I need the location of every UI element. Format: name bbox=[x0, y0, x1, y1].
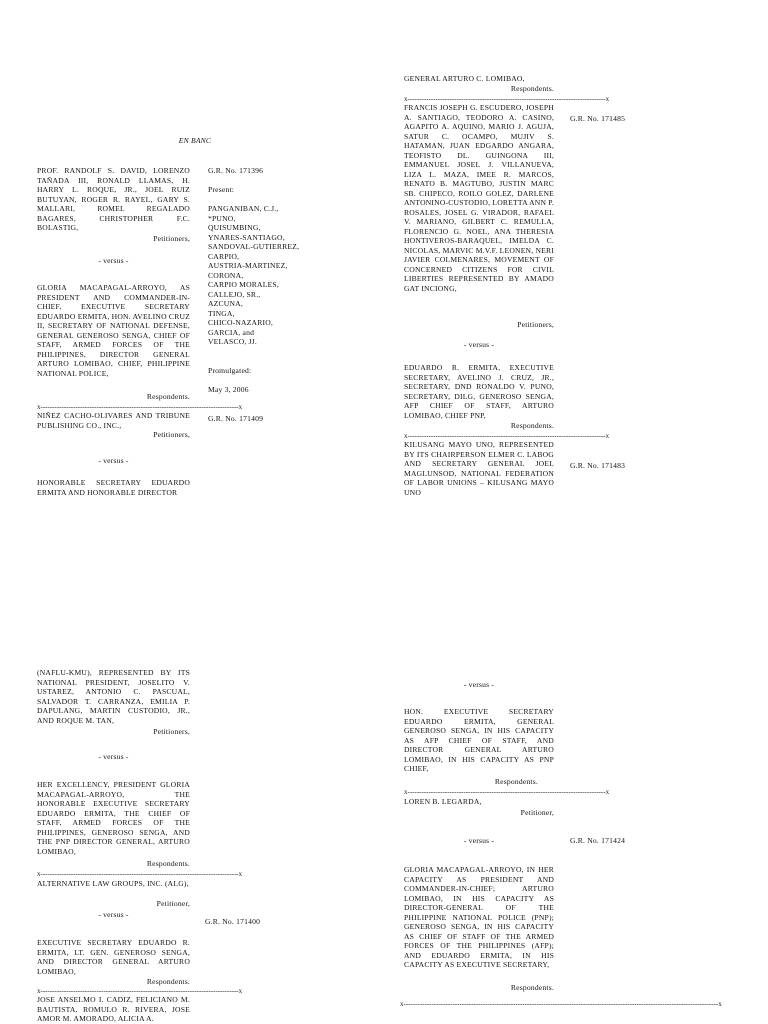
petitioners-label: Petitioner, bbox=[156, 899, 190, 908]
versus-label: - versus - bbox=[98, 752, 129, 761]
justice-name: CORONA, bbox=[208, 270, 244, 280]
petitioners-text-171489: JOSE ANSELMO I. CADIZ, FELICIANO M. BAUTISTA, ROMULO R. RIVERA, JOSE AMOR M. AMORADO, ALICIA A. bbox=[37, 995, 190, 1023]
justice-name: VELASCO, JJ. bbox=[208, 337, 258, 346]
respondents-label: Respondents. bbox=[494, 777, 538, 786]
justice-name: *PUNO, bbox=[208, 213, 236, 223]
caption-separator: x---------------------------------------------------------------------------------------------------------------------------------------x bbox=[400, 1000, 722, 1008]
present-label: Present: bbox=[208, 185, 235, 194]
respondents-text-171400: EXECUTIVE SECRETARY EDUARDO R. ERMITA, LT. GEN. GENEROSO SENGA, AND DIRECTOR GENERAL ARTURO LOMIBAO, bbox=[37, 938, 190, 976]
gr-number-171424: G.R. No. 171424 bbox=[570, 836, 626, 845]
respondent-name: GENERAL ARTURO C. LOMIBAO, bbox=[404, 74, 525, 83]
promulgated-label: Promulgated: bbox=[208, 366, 252, 375]
respondents-label: Respondents. bbox=[146, 859, 190, 868]
petitioners-text-171424: LOREN B. LEGARDA, bbox=[404, 797, 482, 806]
versus-label: - versus - bbox=[463, 680, 495, 689]
petitioners-label: Petitioner, bbox=[520, 808, 554, 817]
justice-name: PANGANIBAN, C.J., bbox=[208, 204, 279, 213]
justice-name: CALLEJO, SR., bbox=[208, 289, 261, 299]
versus-label: - versus - bbox=[463, 836, 495, 845]
petitioners-text-171483: KILUSANG MAYO UNO, REPRESENTED BY ITS CHAIRPERSON ELMER C. LABOG AND SECRETARY GENERAL JOEL MAGLUNSOD, NATIONAL FEDERATION OF LABOR UNIONS – KILUSANG MAYO UNO bbox=[404, 440, 554, 497]
respondents-label: Respondents. bbox=[510, 84, 554, 93]
versus-label: - versus - bbox=[98, 256, 129, 265]
justice-name: GARCIA, and bbox=[208, 327, 255, 337]
justice-name: AZCUNA, bbox=[208, 299, 243, 308]
justice-name: SANDOVAL-GUTIERREZ, bbox=[208, 242, 300, 251]
respondents-text-171485: EDUARDO R. ERMITA, EXECUTIVE SECRETARY, AVELINO J. CRUZ, JR., SECRETARY, DND RONALDO V. PUNO, SECRETARY, DILG, GENEROSO SENGA, AFP CHIEF OF STAFF, ARTURO LOMIBAO, CHIEF PNP, bbox=[404, 363, 554, 420]
petitioners-label: Petitioners, bbox=[153, 430, 190, 439]
gr-number-171483: G.R. No. 171483 bbox=[570, 461, 626, 470]
respondents-text-171396: GLORIA MACAPAGAL-ARROYO, AS PRESIDENT AND COMMANDER-IN-CHIEF, EXECUTIVE SECRETARY EDUARDO ERMITA, HON. AVELINO CRUZ II, SECRETARY OF NATIONAL DEFENSE, GENERAL GENEROSO SENGA, CHIEF OF STAFF, ARMED FORCES OF THE PHILIPPINES, DIRECTOR GENERAL ARTURO LOMIBAO, CHIEF, PHILIPPINE NATIONAL POLICE, bbox=[37, 283, 190, 378]
respondents-text-171483-cont: HON. EXECUTIVE SECRETARY EDUARDO ERMITA, GENERAL GENEROSO SENGA, IN HIS CAPACITY AS AFP CHIEF OF STAFF, AND DIRECTOR GENERAL ARTURO LOMIBAO, IN HIS CAPACITY AS PNP CHIEF, bbox=[404, 707, 554, 773]
versus-label: - versus - bbox=[98, 456, 129, 465]
respondents-text-171483: HER EXCELLENCY, PRESIDENT GLORIA MACAPAGAL-ARROYO, THE HONORABLE EXECUTIVE SECRETARY EDUARDO ERMITA, THE CHIEF OF STAFF, ARMED FORCES OF THE PHILIPPINES, GENEROSO SENGA, AND THE PNP DIRECTOR GENERAL, ARTURO LOMIBAO, bbox=[37, 780, 190, 856]
gr-number-171409: G.R. No. 171409 bbox=[208, 414, 264, 423]
gr-number-171485: G.R. No. 171485 bbox=[570, 114, 626, 123]
justices-list bbox=[208, 204, 318, 347]
justice-name: QUISUMBING, bbox=[208, 223, 261, 232]
justice-name: CHICO-NAZARIO, bbox=[208, 318, 274, 327]
petitioners-text-171396: PROF. RANDOLF S. DAVID, LORENZO TAÑADA III, RONALD LLAMAS, H. HARRY L. ROQUE, JR., JOEL RUIZ BUTUYAN, ROGER R. RAYEL, GARY S. MALLARI, ROMEL REGALADO BAGARES, CHRISTOPHER F.C. BOLASTIG, bbox=[37, 166, 190, 232]
petitioners-text-171400: ALTERNATIVE LAW GROUPS, INC. (ALG), bbox=[37, 879, 189, 888]
respondents-text-171409: HONORABLE SECRETARY EDUARDO ERMITA AND HONORABLE DIRECTOR bbox=[37, 478, 190, 497]
petitioners-text-171409: NIÑEZ CACHO-OLIVARES AND TRIBUNE PUBLISHING CO., INC., bbox=[37, 411, 190, 430]
justice-name: AUSTRIA-MARTINEZ, bbox=[208, 261, 288, 270]
respondents-label: Respondents. bbox=[146, 392, 190, 401]
caption-separator: x-------------------------------------------------------------------------------------x bbox=[37, 403, 243, 411]
caption-separator: x-------------------------------------------------------------------------------------x bbox=[404, 788, 610, 796]
versus-label: - versus - bbox=[98, 910, 129, 919]
justice-name: CARPIO, bbox=[208, 251, 240, 261]
petitioners-label: Petitioners, bbox=[153, 234, 190, 243]
justice-name: YNARES-SANTIAGO, bbox=[208, 232, 285, 242]
caption-separator: x-------------------------------------------------------------------------------------x bbox=[404, 95, 610, 103]
petitioners-label: Petitioners, bbox=[153, 727, 190, 736]
gr-number-171400: G.R. No. 171400 bbox=[205, 917, 261, 926]
en-banc-heading: EN BANC bbox=[178, 136, 212, 145]
respondents-label: Respondents. bbox=[146, 977, 190, 986]
petitioners-text-171483-cont: (NAFLU-KMU), REPRESENTED BY ITS NATIONAL PRESIDENT, JOSELITO V. USTAREZ, ANTONIO C. PASCUAL, SALVADOR T. CARRANZA, EMILIA P. DAPULANG, MARTIN CUSTODIO, JR., AND ROQUE M. TAN, bbox=[37, 668, 190, 725]
justice-name: CARPIO MORALES, bbox=[208, 280, 279, 289]
gr-number-171396: G.R. No. 171396 bbox=[208, 166, 264, 175]
justice-name: TINGA, bbox=[208, 308, 235, 318]
promulgation-date: May 3, 2006 bbox=[208, 385, 249, 394]
caption-separator: x-------------------------------------------------------------------------------------x bbox=[37, 987, 243, 995]
caption-separator: x-------------------------------------------------------------------------------------x bbox=[404, 432, 610, 440]
petitioners-text-171485: FRANCIS JOSEPH G. ESCUDERO, JOSEPH A. SANTIAGO, TEODORO A. CASINO, AGAPITO A. AQUINO, MARIO J. AGUJA, SATUR C. OCAMPO, MUJIV S. HATAMAN, JUAN EDGARDO ANGARA, TEOFISTO DL. GUINGONA III, EMMANUEL JOSEL J. VILLANUEVA, LIZA L. MAZA, IMEE R. MARCOS, RENATO B. MAGTUBO, JUSTIN MARC SB. CHIPECO, ROILO GOLEZ, DARLENE ANTONINO-CUSTODIO, LORETTA ANN P. ROSALES, JOSEL G. VIRADOR, RAFAEL V. MARIANO, GILBERT C. REMULLA, FLORENCIO G. NOEL, ANA THERESIA HONTIVEROS-BARAQUEL, IMELDA C. NICOLAS, MARVIC M.V.F. LEONEN, NERI JAVIER COLMENARES, MOVEMENT OF CONCERNED CITIZENS FOR CIVIL LIBERTIES REPRESENTED BY AMADO GAT INCIONG, bbox=[404, 103, 554, 293]
caption-separator: x-------------------------------------------------------------------------------------x bbox=[37, 870, 243, 878]
petitioners-label: Petitioners, bbox=[517, 320, 554, 329]
respondents-text-171424: GLORIA MACAPAGAL-ARROYO, IN HER CAPACITY AS PRESIDENT AND COMMANDER-IN-CHIEF; ARTURO LOMIBAO, IN HIS CAPACITY AS DIRECTOR-GENERAL OF THE PHILIPPINE NATIONAL POLICE (PNP); GENEROSO SENGA, IN HIS CAPACITY AS CHIEF OF STAFF OF THE ARMED FORCES OF THE PHILIPPINES (AFP); AND EDUARDO ERMITA, IN HIS CAPACITY AS EXECUTIVE SECRETARY, bbox=[404, 865, 554, 969]
versus-label: - versus - bbox=[463, 340, 495, 349]
respondents-label: Respondents. bbox=[510, 983, 554, 992]
respondents-label: Respondents. bbox=[510, 421, 554, 430]
